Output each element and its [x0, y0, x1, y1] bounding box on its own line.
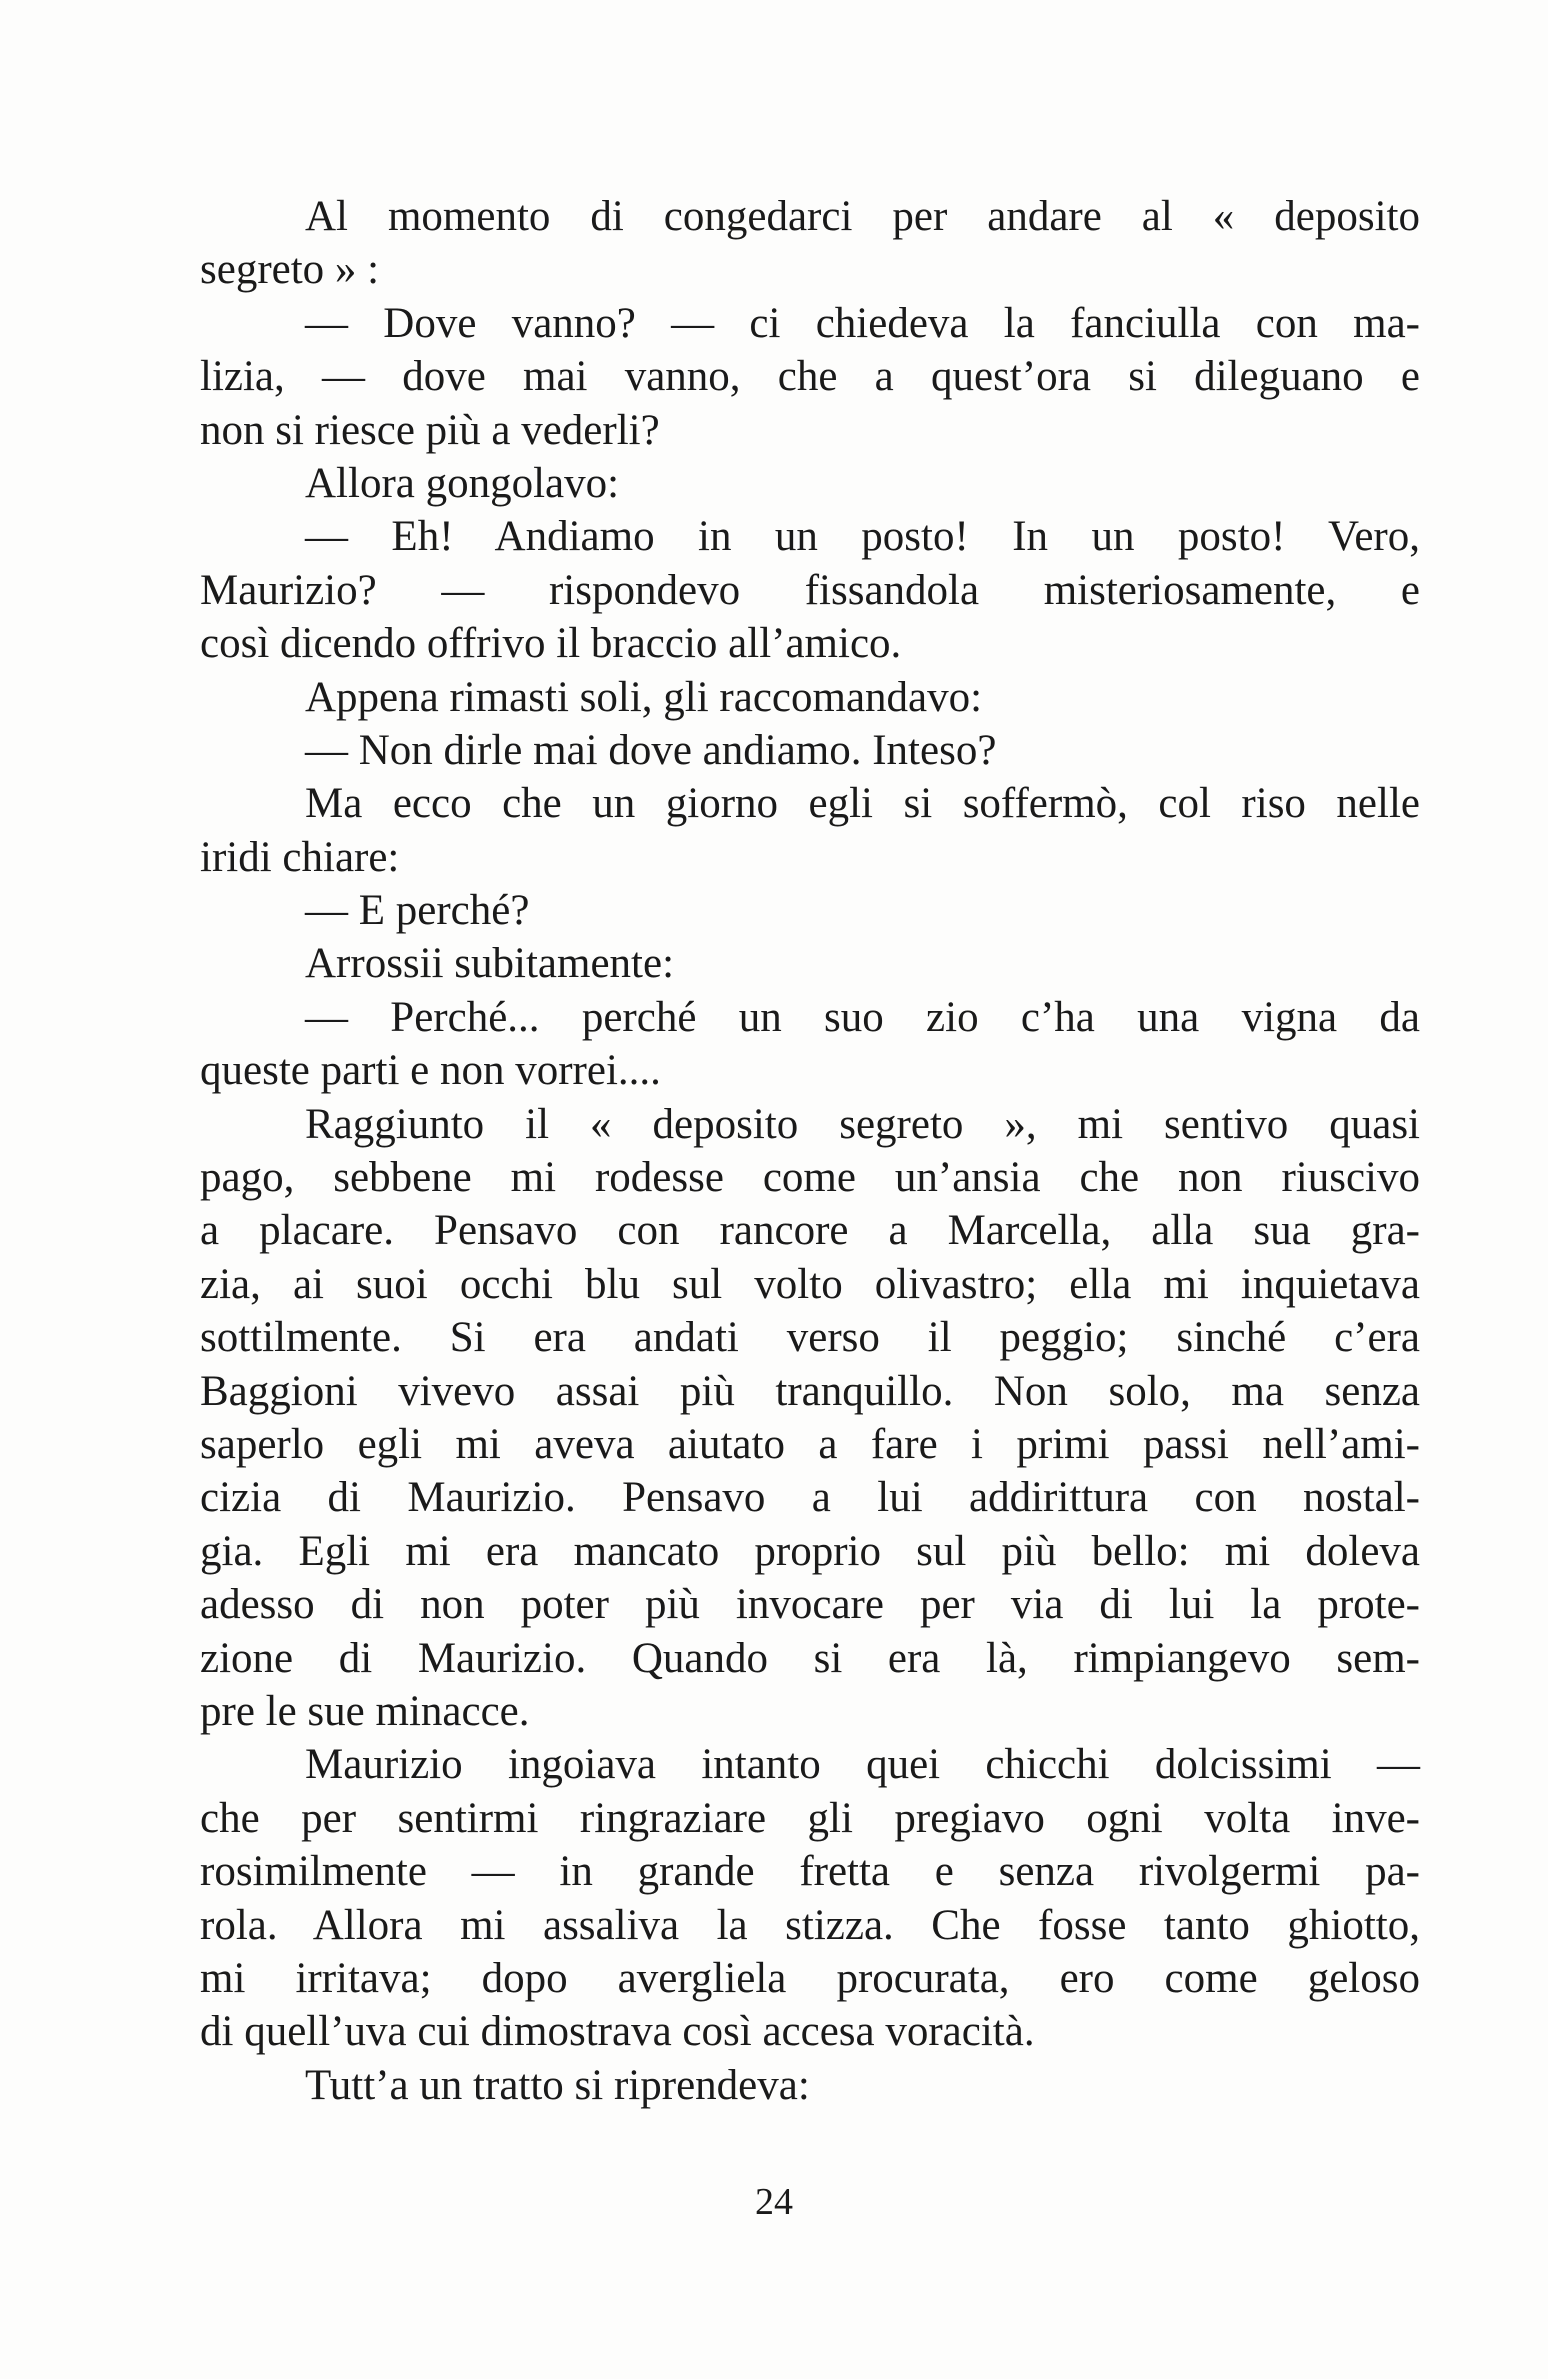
text-line: — Non dirle mai dove andiamo. Inteso? — [305, 726, 997, 774]
text-line: a placare. Pensavo con rancore a Marcella, alla sua gra- — [200, 1207, 1420, 1255]
text-line: Maurizio ingoiava intanto quei chicchi dolcissimi — — [305, 1741, 1420, 1789]
text-line: Raggiunto il « deposito segreto », mi sentivo quasi — [305, 1100, 1420, 1148]
text-line: — Perché... perché un suo zio c’ha una vigna da — [305, 993, 1420, 1041]
text-line: rola. Allora mi assaliva la stizza. Che fosse tanto ghiotto, — [200, 1901, 1420, 1949]
text-line: di quell’uva cui dimostrava così accesa voracità. — [200, 2008, 1035, 2056]
text-line: lizia, — dove mai vanno, che a quest’ora si dileguano e — [200, 353, 1420, 401]
text-line: segreto » : — [200, 246, 380, 294]
page-number: 24 — [755, 2181, 793, 2223]
text-line: zia, ai suoi occhi blu sul volto olivastro; ella mi inquietava — [200, 1260, 1420, 1308]
text-line: adesso di non poter più invocare per via di lui la prote- — [200, 1581, 1420, 1629]
text-line: pre le sue minacce. — [200, 1687, 530, 1735]
body-text — [200, 190, 1420, 2112]
text-line: rosimilmente — in grande fretta e senza rivolgermi pa- — [200, 1848, 1420, 1896]
text-line: Allora gongolavo: — [305, 459, 620, 507]
text-line: Arrossii subitamente: — [305, 940, 675, 988]
text-line: — Eh! Andiamo in un posto! In un posto! Vero, — [305, 513, 1420, 561]
text-line: iridi chiare: — [200, 833, 400, 881]
text-line: pago, sebbene mi rodesse come un’ansia che non riuscivo — [200, 1154, 1420, 1202]
text-line: — E perché? — [305, 887, 530, 935]
text-line: — Dove vanno? — ci chiedeva la fanciulla con ma- — [305, 299, 1420, 347]
text-line: sottilmente. Si era andati verso il peggio; sinché c’era — [200, 1314, 1420, 1362]
text-line: saperlo egli mi aveva aiutato a fare i primi passi nell’ami- — [200, 1420, 1420, 1468]
text-line: non si riesce più a vederli? — [200, 406, 660, 454]
text-line: mi irritava; dopo avergliela procurata, ero come geloso — [200, 1954, 1420, 2002]
text-line: cizia di Maurizio. Pensavo a lui addirittura con nostal- — [200, 1474, 1420, 1522]
text-line: gia. Egli mi era mancato proprio sul più bello: mi doleva — [200, 1527, 1420, 1575]
text-line: Tutt’a un tratto si riprendeva: — [305, 2061, 810, 2109]
text-line: che per sentirmi ringraziare gli pregiavo ogni volta inve- — [200, 1794, 1420, 1842]
text-line: Appena rimasti soli, gli raccomandavo: — [305, 673, 983, 721]
text-line: queste parti e non vorrei.... — [200, 1047, 661, 1095]
text-line: Maurizio? — rispondevo fissandola misteriosamente, e — [200, 566, 1420, 614]
text-line: così dicendo offrivo il braccio all’amico. — [200, 620, 902, 668]
text-line: zione di Maurizio. Quando si era là, rimpiangevo sem- — [200, 1634, 1420, 1682]
text-line: Baggioni vivevo assai più tranquillo. Non solo, ma senza — [200, 1367, 1420, 1415]
text-line: Ma ecco che un giorno egli si soffermò, col riso nelle — [305, 780, 1420, 828]
text-line: Al momento di congedarci per andare al « deposito — [305, 193, 1420, 240]
